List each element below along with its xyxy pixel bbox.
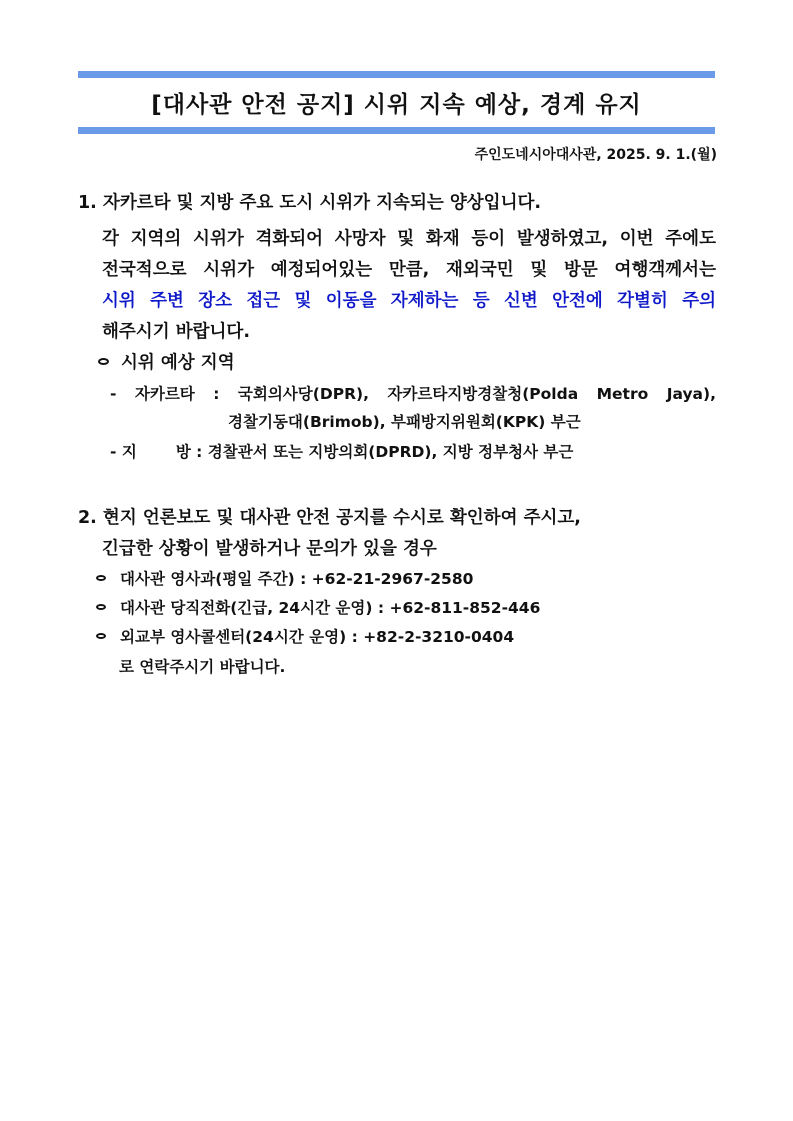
contact-item [96, 625, 514, 649]
date-line: 주인도네시아대사관, 2025. 9. 1.(월) [474, 147, 717, 163]
region-line [110, 440, 573, 464]
page-title: [대사관 안전 공지] 시위 지속 예상, 경계 유지 [151, 92, 642, 118]
contact-consular: 대사관 영사과(평일 주간) : +62-21-2967-2580 [120, 570, 474, 588]
title-top-rule [78, 71, 715, 78]
region-dash: - 지 [110, 443, 137, 461]
section2-heading: 2. 현지 언론보도 및 대사관 안전 공지를 수시로 확인하여 주시고, [78, 508, 581, 528]
section1-highlight: 시위 주변 장소 접근 및 이동을 자제하는 등 신변 안전에 각별히 주의 [102, 291, 716, 311]
closing-line: 로 연락주시기 바랍니다. [119, 658, 286, 676]
circle-bullet-icon [96, 633, 106, 639]
areas-heading-row [98, 351, 235, 375]
contact-item [96, 596, 540, 620]
title-bottom-rule [78, 127, 715, 134]
section1-heading: 1. 자카르타 및 지방 주요 도시 시위가 지속되는 양상입니다. [78, 193, 542, 213]
region-text: 방 : 경찰관서 또는 지방의회(DPRD), 지방 정부청사 부근 [175, 443, 574, 461]
contact-item [96, 567, 473, 591]
circle-bullet-icon [98, 358, 109, 365]
section1-line2: 전국적으로 시위가 예정되어있는 만큼, 재외국민 및 방문 여행객께서는 [102, 260, 716, 280]
section1-line4: 해주시기 바랍니다. [102, 322, 250, 342]
contact-call-center: 외교부 영사콜센터(24시간 운영) : +82-2-3210-0404 [120, 628, 515, 646]
jakarta-line1: - 자카르타 : 국회의사당(DPR), 자카르타지방경찰청(Polda Metro Jaya), [110, 385, 716, 403]
circle-bullet-icon [96, 604, 106, 610]
circle-bullet-icon [96, 575, 106, 581]
section1-line1: 각 지역의 시위가 격화되어 사망자 및 화재 등이 발생하였고, 이번 주에도 [102, 229, 716, 249]
areas-heading: 시위 예상 지역 [121, 353, 235, 373]
section2-line2: 긴급한 상황이 발생하거나 문의가 있을 경우 [102, 539, 437, 559]
contact-duty-phone: 대사관 당직전화(긴급, 24시간 운영) : +62-811-852-446 [120, 599, 541, 617]
jakarta-line2: 경찰기동대(Brimob), 부패방지위원회(KPK) 부근 [228, 413, 581, 431]
